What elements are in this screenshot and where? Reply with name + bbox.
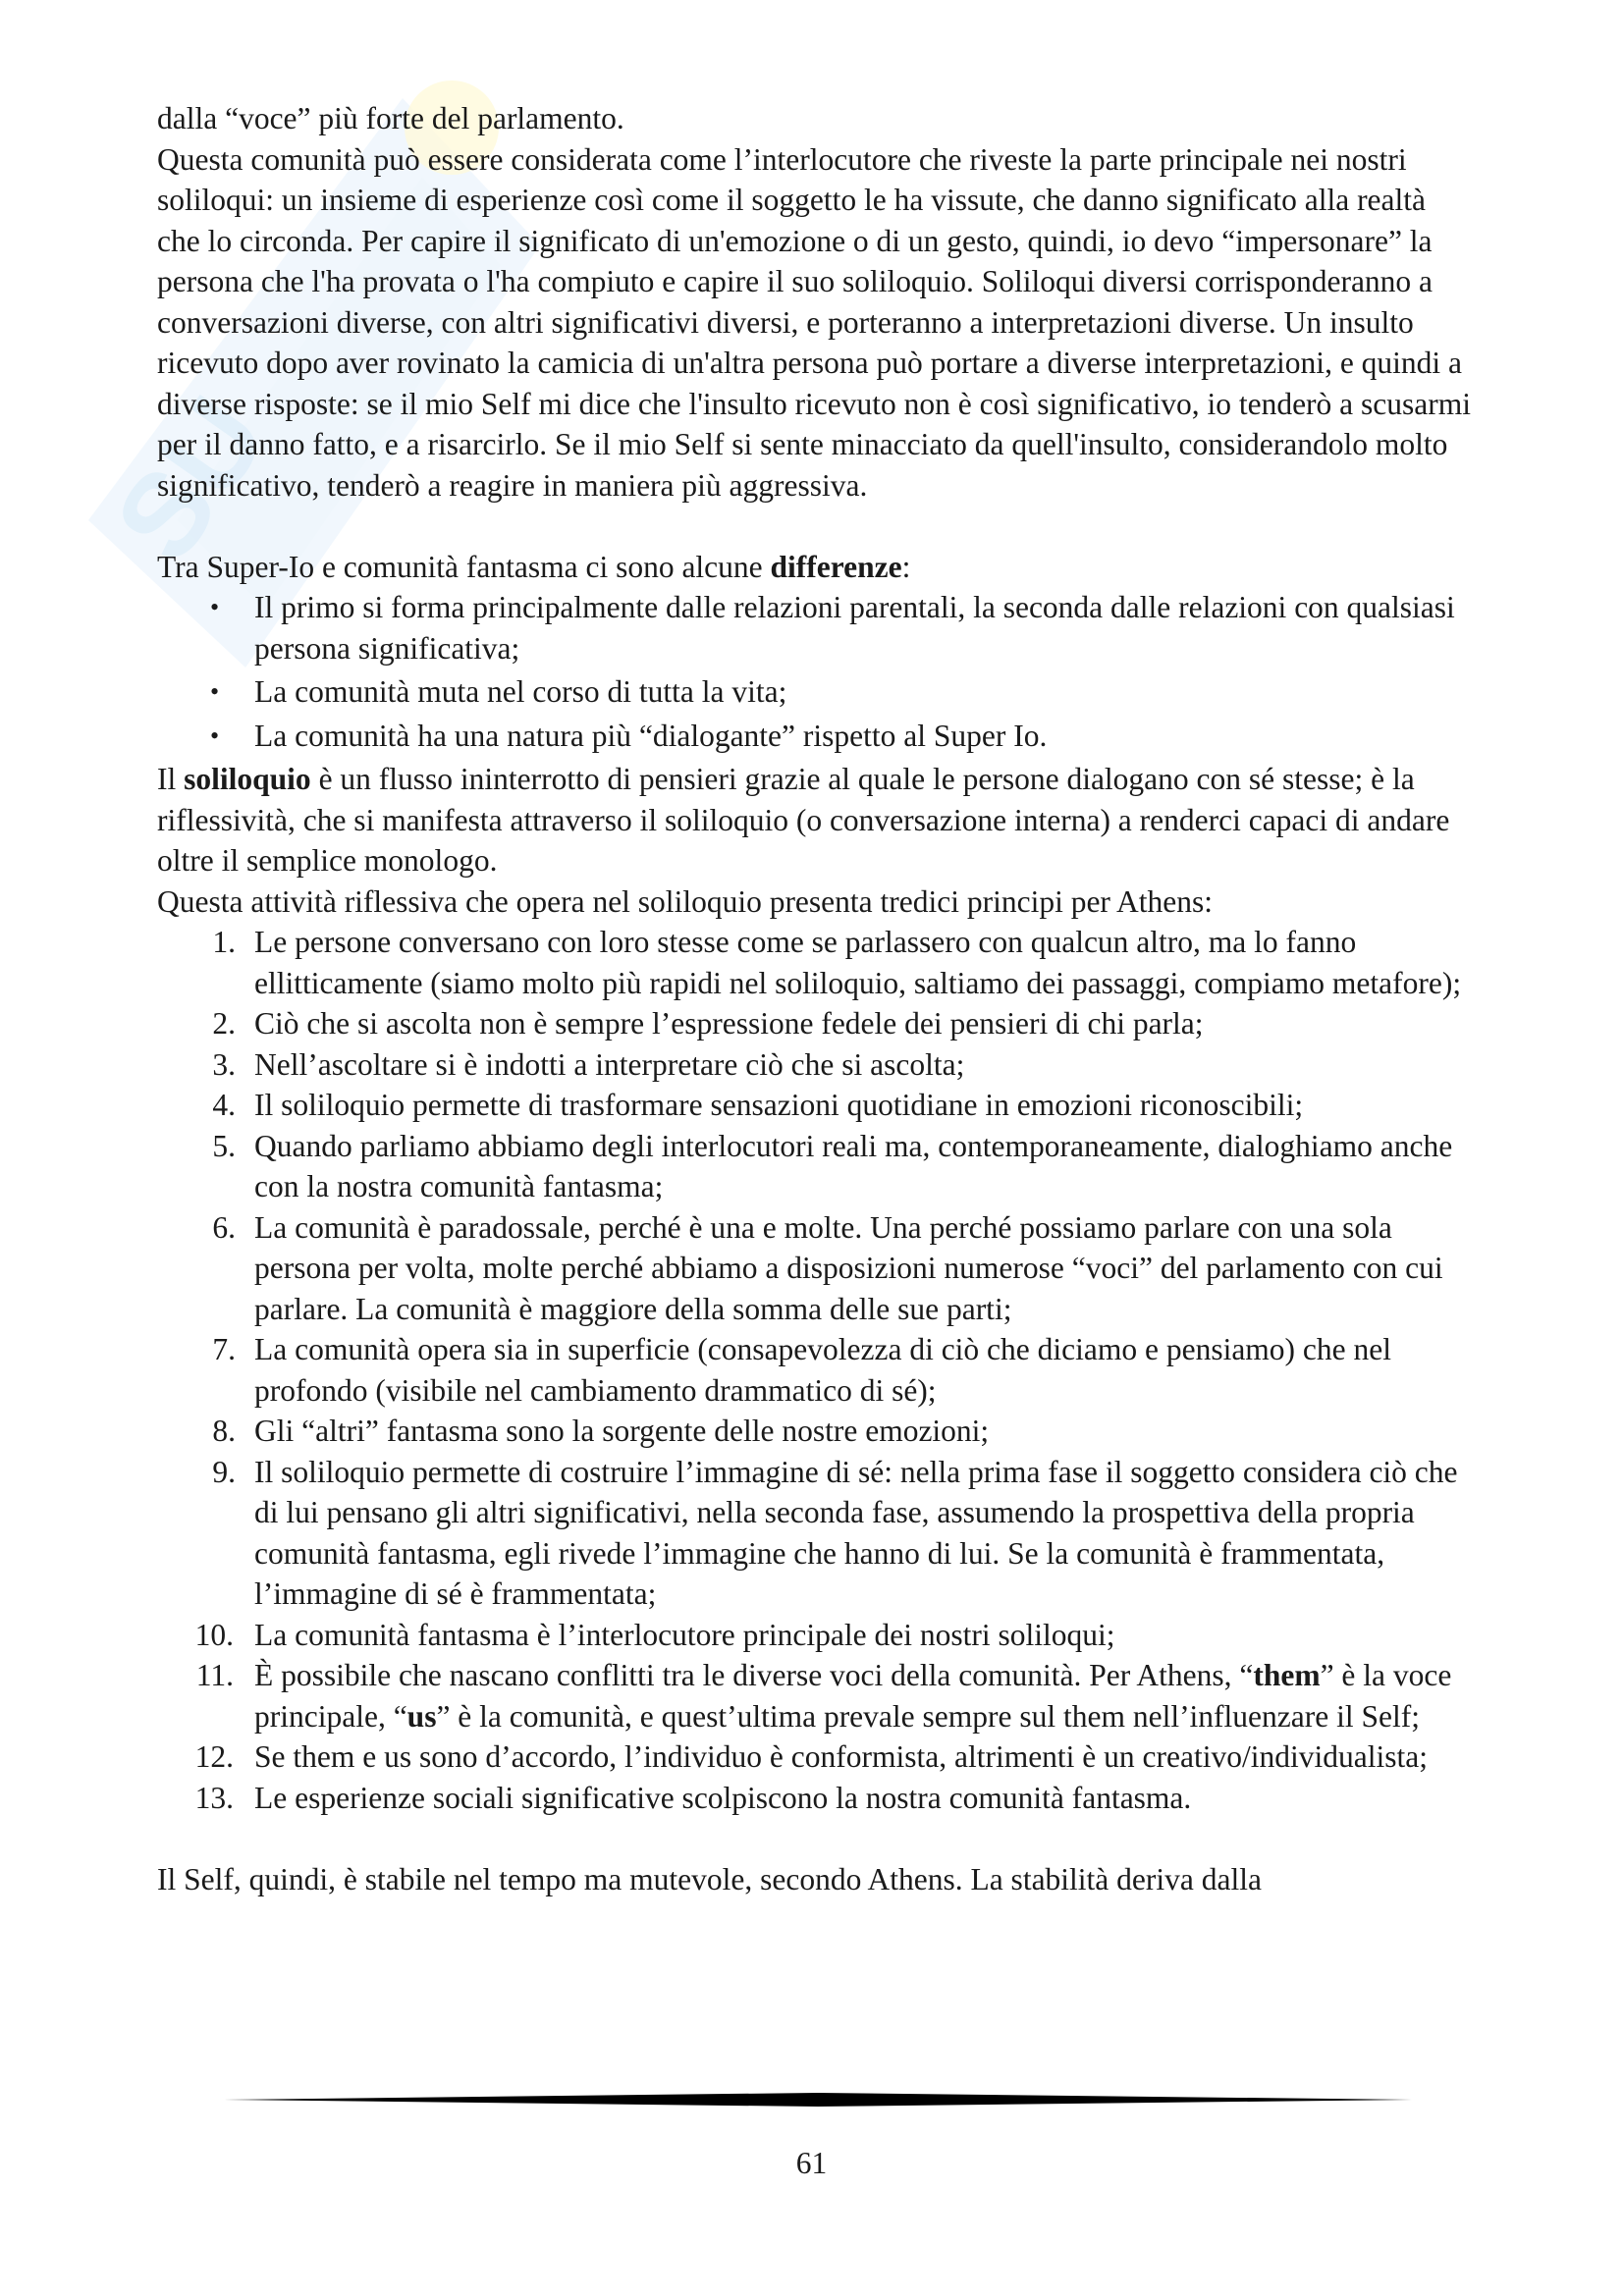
list-item-text: Ciò che si ascolta non è sempre l’espressione fedele dei pensieri di chi parla; <box>254 1006 1204 1041</box>
list-item-text: Il soliloquio permette di costruire l’immagine di sé: nella prima fase il soggetto considera ciò che di lui pensano gli altri significativi, nella seconda fase, assumendo la prospettiva della propria comunità fantasma, egli rivede l’immagine che hanno di lui. Se la comunità è frammentata, l’immagine di sé è frammentata; <box>254 1454 1458 1611</box>
paragraph-line: dalla “voce” più forte del parlamento. <box>157 101 624 135</box>
differences-keyword: differenze <box>770 549 902 584</box>
list-item <box>157 1085 1473 1126</box>
list-number: 1. <box>212 925 236 959</box>
soliloquio-keyword: soliloquio <box>184 762 311 796</box>
us-keyword: us <box>406 1698 437 1734</box>
list-item <box>157 671 1473 713</box>
bullet-icon: • <box>210 593 220 621</box>
list-number: 6. <box>212 1209 236 1245</box>
list-item-text: Le persone conversano con loro stesse come se parlassero con qualcun altro, ma lo fanno ellitticamente (siamo molto più rapidi nel soliloquio, saltiamo dei passaggi, compiamo metafore); <box>254 925 1462 1000</box>
list-item <box>157 1452 1473 1615</box>
list-item-text: Il primo si forma principalmente dalle relazioni parentali, la seconda dalle relazioni con qualsiasi persona significativa; <box>254 590 1455 666</box>
list-item <box>157 1044 1473 1086</box>
paragraph-gap <box>157 506 1473 547</box>
list-number: 9. <box>212 1454 236 1489</box>
svg-text:SU: SU <box>89 374 292 584</box>
list-item <box>157 587 1473 668</box>
list-item <box>157 1411 1473 1452</box>
them-keyword: them <box>1253 1658 1321 1692</box>
list-item <box>157 1126 1473 1207</box>
list-item-text: Quando parliamo abbiamo degli interlocutori reali ma, contemporaneamente, dialoghiamo anche con la nostra comunità fantasma; <box>254 1128 1453 1203</box>
list-item-text: Nell’ascoltare si è indotti a interpretare ciò che si ascolta; <box>254 1046 965 1082</box>
list-number: 4. <box>212 1088 236 1122</box>
list-number: 12. <box>194 1739 234 1774</box>
list-item-text: La comunità fantasma è l’interlocutore principale dei nostri soliloqui; <box>254 1617 1115 1652</box>
list-item <box>157 1655 1473 1736</box>
list-number: 13. <box>194 1780 234 1815</box>
list-number: 10. <box>194 1617 234 1652</box>
list-item <box>157 922 1473 1003</box>
list-item <box>157 1003 1473 1044</box>
closing-paragraph: Il Self, quindi, è stabile nel tempo ma mutevole, secondo Athens. La stabilità deriva dalla <box>157 1861 1262 1896</box>
list-number: 8. <box>212 1414 236 1448</box>
principles-intro: Questa attività riflessiva che opera nel soliloquio presenta tredici principi per Athens: <box>157 883 1214 919</box>
differences-intro-text: Tra Super-Io e comunità fantasma ci sono alcune <box>157 549 771 584</box>
list-item <box>157 1207 1473 1330</box>
differences-intro <box>157 547 1473 588</box>
list-item-text: Il soliloquio permette di trasformare sensazioni quotidiane in emozioni riconoscibili; <box>254 1088 1304 1122</box>
paragraph-gap <box>157 1818 1473 1859</box>
list-item <box>157 716 1473 757</box>
bullet-icon: • <box>210 677 220 706</box>
list-item-text: La comunità opera sia in superficie (consapevolezza di ciò che diciamo e pensiamo) che nel profondo (visibile nel cambiamento drammatico di sé); <box>254 1332 1391 1408</box>
list-item-text: Le esperienze sociali significative scolpiscono la nostra comunità fantasma. <box>254 1780 1192 1815</box>
soliloquio-prefix: Il <box>157 762 185 796</box>
list-number: 2. <box>212 1006 236 1041</box>
list-item-text: La comunità è paradossale, perché è una e molte. Una perché possiamo parlare con una sola persona per volta, molte perché abbiamo a disposizioni numerose “voci” del parlamento con cui parlare. La comunità è maggiore della somma delle sue parti; <box>254 1209 1443 1326</box>
list-number: 7. <box>212 1332 236 1366</box>
list-item-text: ” è la voce principale, “ <box>254 1658 1452 1734</box>
list-item <box>157 1778 1473 1819</box>
bullet-icon: • <box>210 721 220 750</box>
differences-list <box>157 587 1473 756</box>
list-number: 3. <box>212 1046 236 1082</box>
page-number: 61 <box>795 2146 828 2180</box>
principles-list <box>157 922 1473 1818</box>
list-item-text: Se them e us sono d’accordo, l’individuo è conformista, altrimenti è un creativo/individualista; <box>254 1739 1428 1774</box>
list-number: 11. <box>195 1658 234 1692</box>
list-item-text: Gli “altri” fantasma sono la sorgente delle nostre emozioni; <box>254 1414 990 1448</box>
list-item <box>157 1736 1473 1778</box>
page-body <box>157 98 1473 1899</box>
soliloquio-text: è un flusso ininterrotto di pensieri grazie al quale le persone dialogano con sé stesse; è la riflessività, che si manifesta attraverso il soliloquio (o conversazione interna) a renderci capaci di andare oltre il semplice monologo. <box>157 762 1450 878</box>
list-item-text: La comunità muta nel corso di tutta la vita; <box>254 674 787 709</box>
list-item <box>157 1329 1473 1411</box>
paragraph-community: Questa comunità può essere considerata come l’interlocutore che riveste la parte principale nei nostri soliloqui: un insieme di esperienze così come il soggetto le ha vissute, che danno significato alla realtà che lo circonda. Per capire il significato di un'emozione o di un gesto, quindi, io devo “impersonare” la persona che l'ha provata o l'ha compiuto e capire il suo soliloquio. Soliloqui diversi corrisponderanno a conversazioni diverse, con altri significativi diversi, e porteranno a interpretazioni diverse. Un insulto ricevuto dopo aver rovinato la camicia di un'altra persona può portare a diverse interpretazioni, e quindi a diverse risposte: se il mio Self mi dice che l'insulto ricevuto non è così significativo, io tenderò a scusarmi per il danno fatto, e a risarcirlo. Se il mio Self si sente minacciato da quell'insulto, considerandolo molto significativo, tenderò a reagire in maniera più aggressiva. <box>157 141 1471 503</box>
list-item-text: La comunità ha una natura più “dialogante” rispetto al Super Io. <box>254 718 1048 753</box>
list-item-text: È possibile che nascano conflitti tra le diverse voci della comunità. Per Athens, “ <box>254 1658 1254 1692</box>
list-item <box>157 1615 1473 1656</box>
list-item-text: ” è la comunità, e quest’ultima prevale sempre sul them nell’influenzare il Self; <box>436 1698 1420 1734</box>
differences-intro-colon: : <box>901 549 911 584</box>
footer-divider <box>224 2093 1412 2107</box>
list-number: 5. <box>212 1128 236 1163</box>
soliloquio-definition <box>157 759 1473 881</box>
